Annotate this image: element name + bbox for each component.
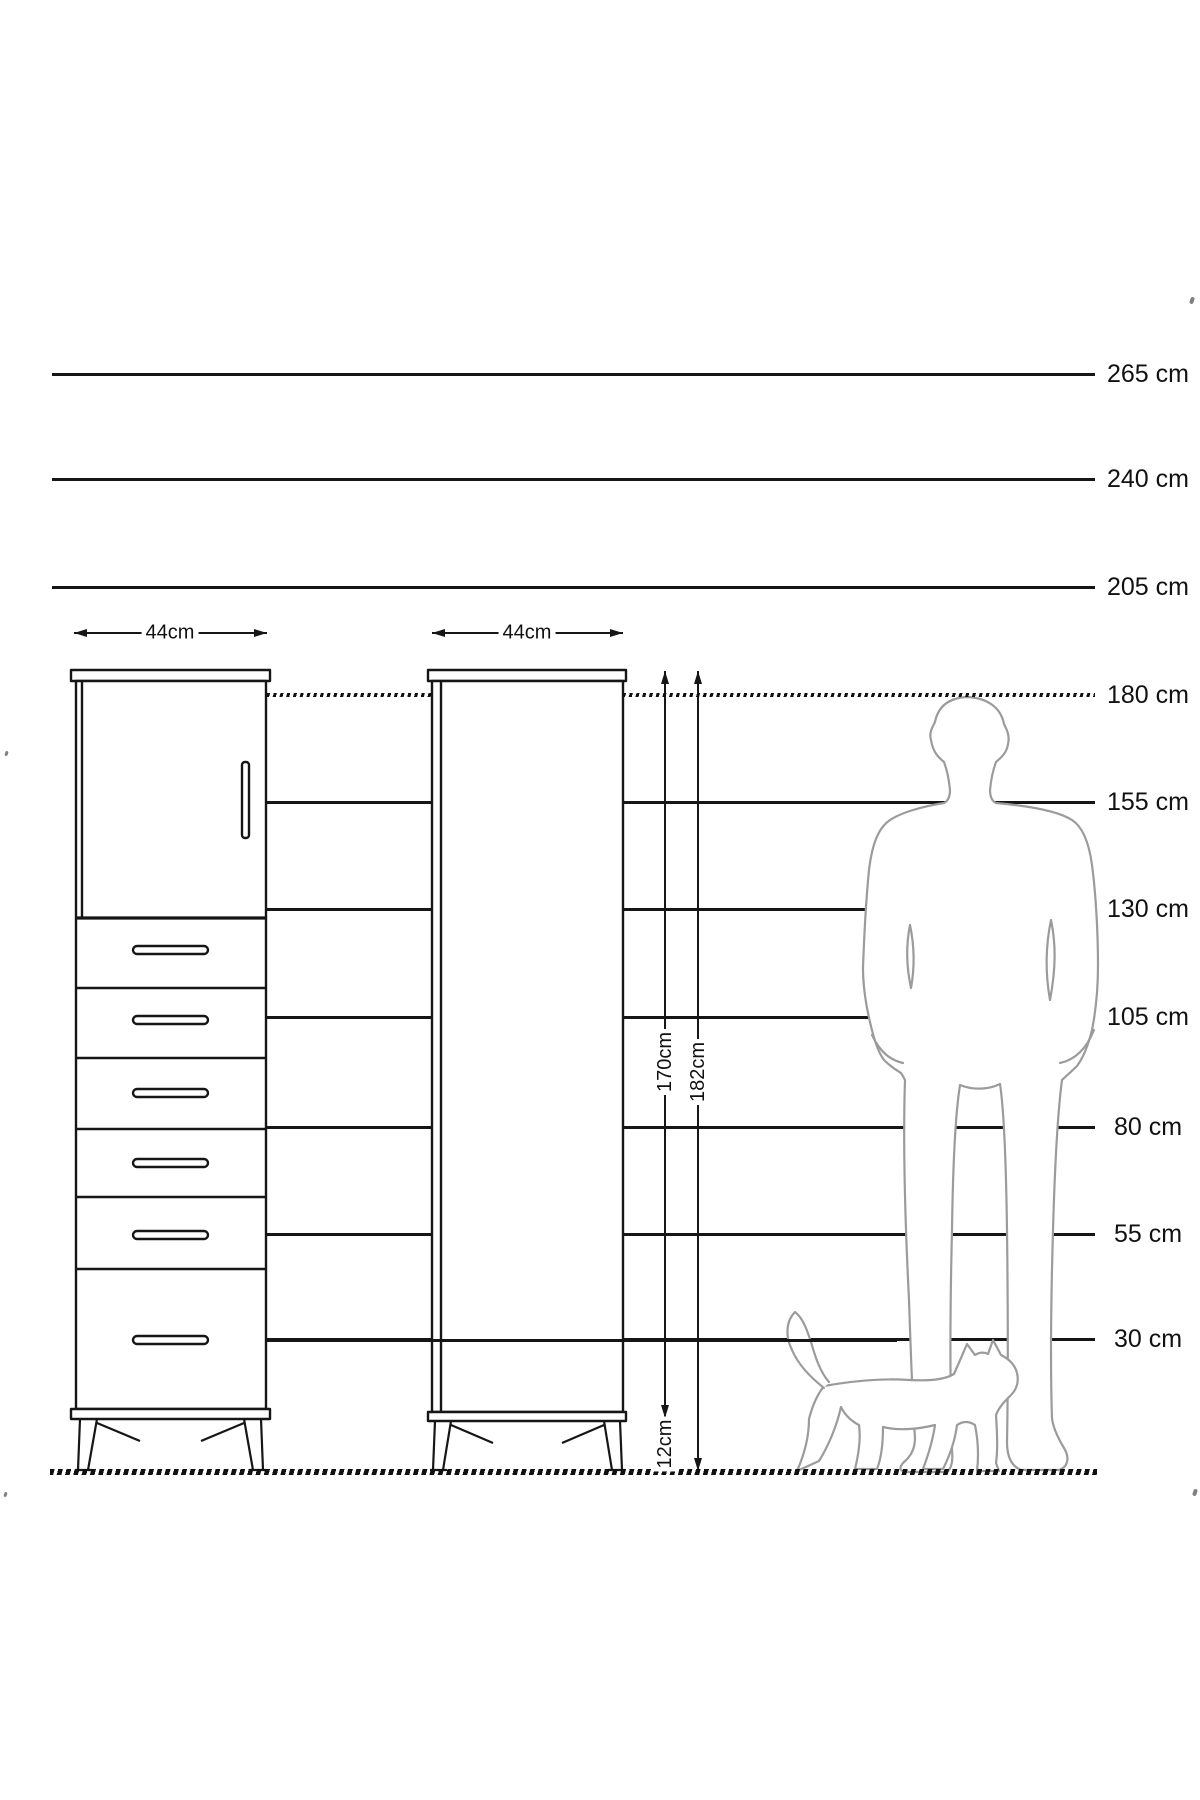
cabinet2-legs: [430, 1421, 625, 1470]
cabinet1-legs: [75, 1419, 266, 1470]
drawer-handle: [133, 1336, 208, 1344]
cabinet1-top-board: [71, 670, 270, 681]
door-handle: [242, 762, 249, 838]
cabinet1-width-label: 44cm: [142, 622, 199, 645]
ground-line: [50, 1469, 1097, 1475]
scale-label-55: 55 cm: [1113, 1220, 1183, 1248]
body-height-label: 170cm: [654, 1029, 676, 1095]
scale-line-30-overlay: [267, 1339, 897, 1342]
scale-label-105: 105 cm: [1107, 1003, 1189, 1031]
scale-label-180: 180 cm: [1107, 681, 1189, 709]
drawer-handle: [133, 946, 208, 954]
cat-tail: [787, 1312, 829, 1388]
cabinet2-width-label: 44cm: [499, 622, 556, 645]
cabinet-door: [428, 670, 626, 1470]
drawer-handle: [133, 1016, 208, 1024]
cabinet2-body: [432, 681, 623, 1412]
cabinet1-bottom-board: [71, 1409, 270, 1419]
scale-label-155: 155 cm: [1107, 788, 1189, 816]
cabinet2-bottom-board: [428, 1412, 626, 1421]
scale-line-180: [267, 693, 432, 697]
scale-label-240: 240 cm: [1107, 465, 1189, 493]
scale-line-180: [623, 693, 1095, 697]
leg-height-label: 12cm: [654, 1417, 676, 1472]
total-height-label: 182cm: [687, 1039, 709, 1105]
cat-body: [797, 1340, 1018, 1471]
scale-label-30: 30 cm: [1113, 1325, 1183, 1353]
cabinet1-body: [76, 681, 266, 1409]
cabinet-drawers: [71, 670, 270, 1470]
scale-label-130: 130 cm: [1107, 895, 1189, 923]
drawer-handle: [133, 1231, 208, 1239]
scale-label-80: 80 cm: [1113, 1113, 1183, 1141]
cat-silhouette: [787, 1312, 1017, 1471]
scale-label-205: 205 cm: [1107, 573, 1189, 601]
drawer-handle: [133, 1159, 208, 1167]
cabinet2-top-board: [428, 670, 626, 681]
scale-label-265: 265 cm: [1107, 360, 1189, 388]
drawer-handle: [133, 1089, 208, 1097]
